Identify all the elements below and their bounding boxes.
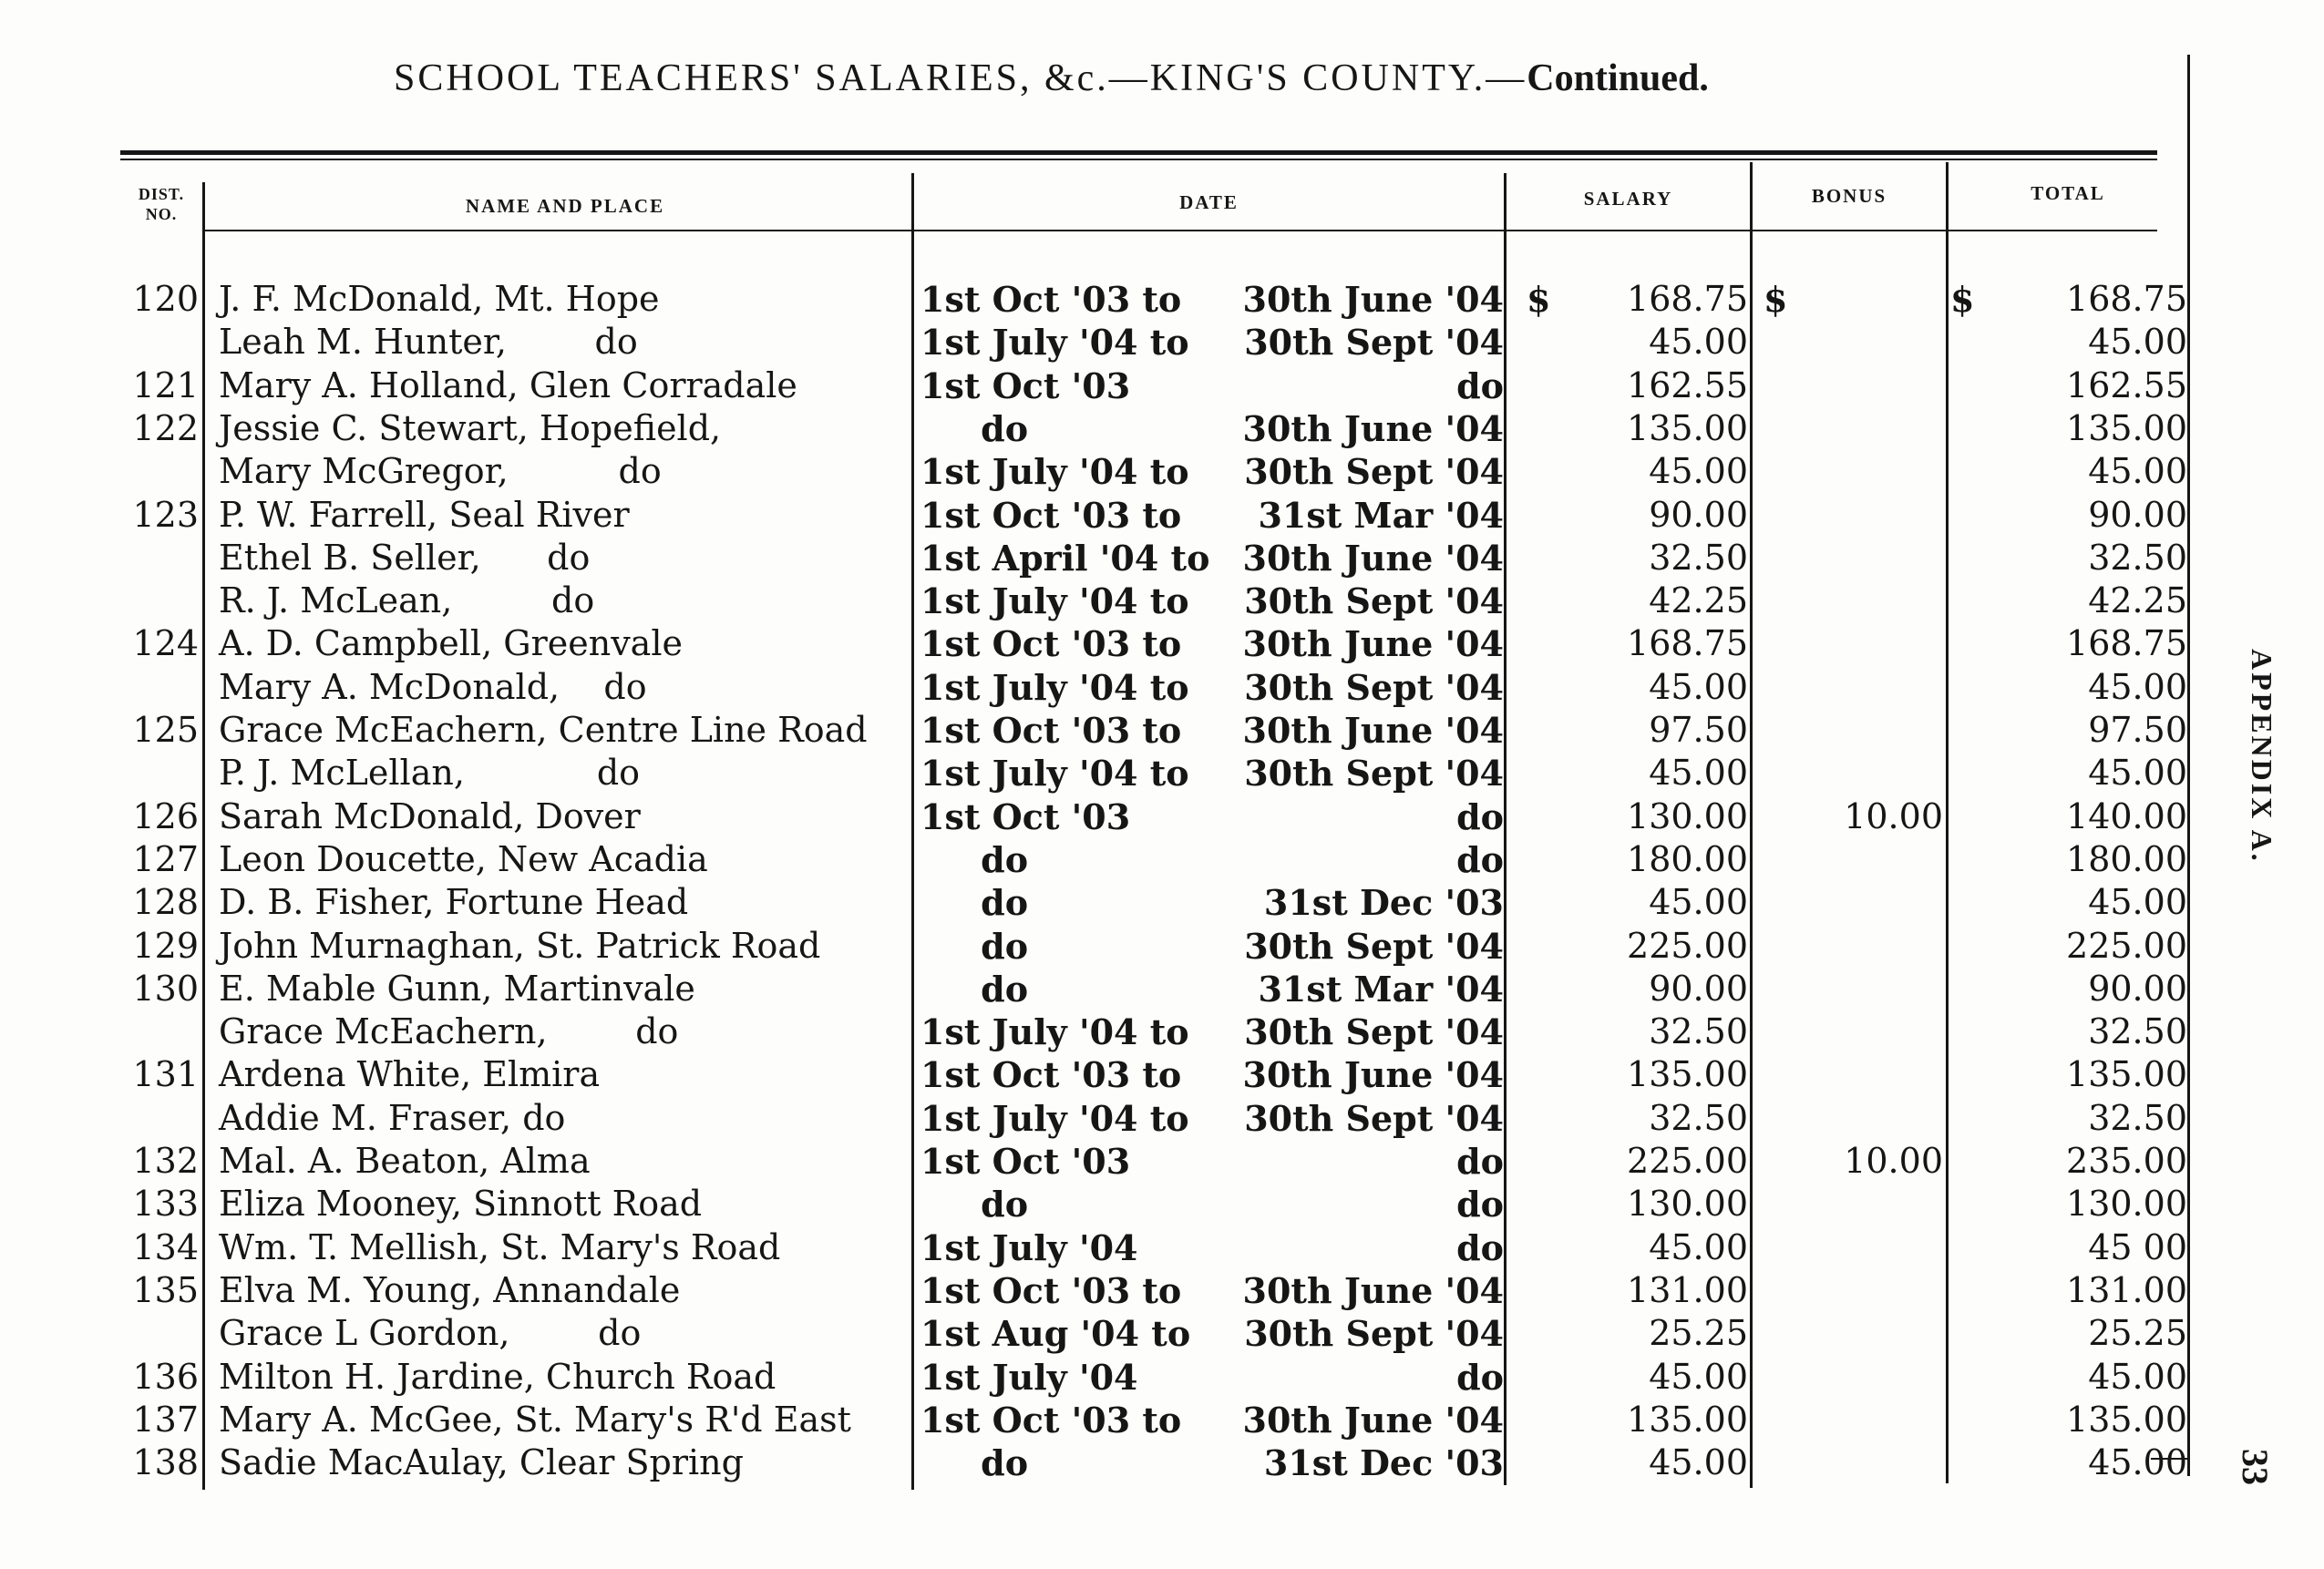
salary-value: 168.75 bbox=[1627, 623, 1748, 664]
date-from: 1st July '04 bbox=[920, 1356, 1138, 1398]
dist-number: 125 bbox=[132, 710, 199, 750]
dist-number: 134 bbox=[132, 1226, 199, 1267]
salary-value: 168.75 bbox=[1627, 279, 1748, 319]
total-value: 235.00 bbox=[2066, 1141, 2187, 1181]
date-to: 30th Sept '04 bbox=[1244, 580, 1504, 622]
date-from: 1st Oct '03 to bbox=[920, 279, 1182, 320]
teacher-name-place: Eliza Mooney, Sinnott Road bbox=[219, 1184, 703, 1225]
salary-value: 97.50 bbox=[1649, 710, 1748, 750]
salary-value: 135.00 bbox=[1627, 1054, 1748, 1095]
total-value: 135.00 bbox=[2066, 407, 2187, 448]
table-row bbox=[0, 1010, 2324, 1053]
date-to: 31st Dec '03 bbox=[1263, 1442, 1504, 1484]
table-row bbox=[0, 622, 2324, 665]
date-to: 31st Mar '04 bbox=[1258, 494, 1504, 536]
dist-number: 138 bbox=[132, 1442, 199, 1483]
date-from: 1st Oct '03 to bbox=[920, 494, 1182, 536]
date-from: 1st April '04 to bbox=[920, 537, 1210, 579]
dist-number: 132 bbox=[132, 1141, 199, 1181]
appendix-side-label bbox=[2235, 649, 2289, 886]
table-row bbox=[0, 881, 2324, 924]
salary-value: 45.00 bbox=[1649, 1356, 1748, 1397]
date-to: 30th Sept '04 bbox=[1244, 1011, 1504, 1053]
date-from: 1st July '04 to bbox=[920, 1097, 1189, 1139]
table-row bbox=[0, 579, 2324, 622]
table-row bbox=[0, 1183, 2324, 1225]
dist-number: 127 bbox=[132, 838, 199, 879]
table-row bbox=[0, 1269, 2324, 1312]
date-to: 30th June '04 bbox=[1242, 1054, 1504, 1096]
date-from: 1st July '04 to bbox=[920, 666, 1189, 708]
table-row bbox=[0, 364, 2324, 407]
teacher-name-place: P. W. Farrell, Seal River bbox=[219, 494, 630, 535]
salary-value: 90.00 bbox=[1649, 968, 1748, 1009]
date-from: 1st Aug '04 to bbox=[920, 1313, 1191, 1355]
teacher-name-place: Wm. T. Mellish, St. Mary's Road bbox=[219, 1226, 781, 1267]
table-row bbox=[0, 795, 2324, 838]
dist-number: 133 bbox=[132, 1184, 199, 1225]
total-value: 90.00 bbox=[2088, 968, 2187, 1009]
total-value: 32.50 bbox=[2088, 537, 2187, 578]
table-row bbox=[0, 838, 2324, 881]
total-value: 45.00 bbox=[2088, 322, 2187, 363]
table-row bbox=[0, 407, 2324, 450]
teacher-name-place: Mal. A. Beaton, Alma bbox=[219, 1141, 591, 1181]
total-value: 42.25 bbox=[2088, 580, 2187, 621]
total-value: 32.50 bbox=[2088, 1011, 2187, 1052]
date-to: 30th June '04 bbox=[1242, 1399, 1504, 1441]
salary-value: 45.00 bbox=[1649, 1226, 1748, 1267]
salary-value: 32.50 bbox=[1649, 1097, 1748, 1138]
date-to: 30th June '04 bbox=[1242, 537, 1504, 579]
date-to: 31st Dec '03 bbox=[1263, 882, 1504, 924]
date-to: 30th Sept '04 bbox=[1244, 753, 1504, 795]
header-name-place: NAME AND PLACE bbox=[465, 195, 665, 217]
date-from: do bbox=[920, 1184, 1029, 1225]
dist-number: 121 bbox=[132, 364, 199, 405]
table-row bbox=[0, 1441, 2324, 1484]
dist-number: 126 bbox=[132, 795, 199, 836]
table-row bbox=[0, 752, 2324, 795]
teacher-name-place: Grace L Gordon, do bbox=[219, 1313, 642, 1354]
header-dist-no bbox=[120, 184, 202, 224]
salary-value: 180.00 bbox=[1627, 838, 1748, 879]
table-row bbox=[0, 1312, 2324, 1355]
total-value: 45.00 bbox=[2088, 1356, 2187, 1397]
total-value: 45.00 bbox=[2088, 753, 2187, 794]
salary-value: 45.00 bbox=[1649, 666, 1748, 707]
total-value: 225.00 bbox=[2066, 925, 2187, 966]
bonus-value: 10.00 bbox=[1844, 1141, 1943, 1181]
table-row bbox=[0, 709, 2324, 752]
date-from: do bbox=[920, 925, 1029, 967]
date-from: 1st Oct '03 bbox=[920, 364, 1131, 406]
date-from: 1st Oct '03 to bbox=[920, 1269, 1182, 1311]
teacher-name-place: Milton H. Jardine, Church Road bbox=[219, 1356, 776, 1397]
table-row bbox=[0, 1226, 2324, 1269]
top-rule-thin bbox=[120, 159, 2157, 160]
total-value: 32.50 bbox=[2088, 1097, 2187, 1138]
salary-value: 130.00 bbox=[1627, 1184, 1748, 1225]
table-row bbox=[0, 925, 2324, 968]
date-from: do bbox=[920, 838, 1029, 880]
table-row bbox=[0, 1399, 2324, 1441]
teacher-name-place: Leah M. Hunter, do bbox=[219, 322, 638, 363]
table-row bbox=[0, 1140, 2324, 1183]
salary-value: 135.00 bbox=[1627, 1399, 1748, 1440]
table-row bbox=[0, 537, 2324, 579]
dist-number: 129 bbox=[132, 925, 199, 966]
salary-value: 45.00 bbox=[1649, 322, 1748, 363]
date-to: do bbox=[1456, 1356, 1504, 1398]
teacher-name-place: Ardena White, Elmira bbox=[219, 1054, 601, 1095]
table-row bbox=[0, 494, 2324, 537]
teacher-name-place: Leon Doucette, New Acadia bbox=[219, 838, 708, 879]
appendix-label-text: APPENDIX A. bbox=[2246, 649, 2278, 864]
date-to: do bbox=[1456, 795, 1504, 837]
date-from: 1st Oct '03 to bbox=[920, 1054, 1182, 1096]
teacher-name-place: Mary A. McGee, St. Mary's R'd East bbox=[219, 1399, 851, 1440]
dist-number: 123 bbox=[132, 494, 199, 535]
teacher-name-place: Sarah McDonald, Dover bbox=[219, 795, 641, 836]
total-value: 45.00 bbox=[2088, 882, 2187, 923]
salary-value: 32.50 bbox=[1649, 537, 1748, 578]
dist-number: 120 bbox=[132, 279, 199, 319]
total-value: 45.00 bbox=[2088, 1442, 2187, 1483]
page-title bbox=[394, 56, 1709, 100]
teacher-name-place: R. J. McLean, do bbox=[219, 580, 595, 621]
teacher-name-place: Sadie MacAulay, Clear Spring bbox=[219, 1442, 744, 1483]
total-value: 45 00 bbox=[2088, 1226, 2187, 1267]
total-value: 45.00 bbox=[2088, 666, 2187, 707]
date-to: do bbox=[1456, 1184, 1504, 1225]
dist-number: 136 bbox=[132, 1356, 199, 1397]
dist-number: 131 bbox=[132, 1054, 199, 1095]
date-to: 31st Mar '04 bbox=[1258, 968, 1504, 1010]
dist-number: 135 bbox=[132, 1269, 199, 1310]
table-row bbox=[0, 968, 2324, 1010]
date-to: 30th June '04 bbox=[1242, 623, 1504, 665]
total-value: 168.75 bbox=[2066, 279, 2187, 319]
total-value: 168.75 bbox=[2066, 623, 2187, 664]
salary-value: 45.00 bbox=[1649, 753, 1748, 794]
table-row bbox=[0, 1356, 2324, 1399]
table-row bbox=[0, 450, 2324, 493]
total-dollar-sign: $ bbox=[1950, 279, 1975, 320]
teacher-name-place: Addie M. Fraser, do bbox=[219, 1097, 566, 1138]
date-from: 1st July '04 to bbox=[920, 753, 1189, 795]
teacher-name-place: Ethel B. Seller, do bbox=[219, 537, 591, 578]
bonus-dollar-sign: $ bbox=[1764, 279, 1788, 320]
date-from: 1st Oct '03 bbox=[920, 795, 1131, 837]
dist-number: 122 bbox=[132, 407, 199, 448]
date-to: 30th Sept '04 bbox=[1244, 322, 1504, 364]
teacher-name-place: Mary A. McDonald, do bbox=[219, 666, 647, 707]
total-value: 130.00 bbox=[2066, 1184, 2187, 1225]
date-to: 30th June '04 bbox=[1242, 1269, 1504, 1311]
date-to: 30th Sept '04 bbox=[1244, 451, 1504, 493]
salary-value: 131.00 bbox=[1627, 1269, 1748, 1310]
salary-value: 90.00 bbox=[1649, 494, 1748, 535]
total-value: 140.00 bbox=[2066, 795, 2187, 836]
date-to: 30th Sept '04 bbox=[1244, 666, 1504, 708]
salary-value: 25.25 bbox=[1649, 1313, 1748, 1354]
total-value: 180.00 bbox=[2066, 838, 2187, 879]
date-to: 30th Sept '04 bbox=[1244, 925, 1504, 967]
total-value: 45.00 bbox=[2088, 451, 2187, 492]
date-to: 30th June '04 bbox=[1242, 279, 1504, 320]
date-to: do bbox=[1456, 838, 1504, 880]
salary-value: 45.00 bbox=[1649, 451, 1748, 492]
date-to: 30th June '04 bbox=[1242, 407, 1504, 449]
dist-number: 130 bbox=[132, 968, 199, 1009]
table-row bbox=[0, 1053, 2324, 1096]
date-from: do bbox=[920, 1442, 1029, 1484]
salary-value: 135.00 bbox=[1627, 407, 1748, 448]
date-from: 1st July '04 to bbox=[920, 451, 1189, 493]
header-bottom-rule bbox=[202, 230, 2157, 231]
teacher-name-place: Grace McEachern, Centre Line Road bbox=[219, 710, 868, 750]
header-total: TOTAL bbox=[2031, 182, 2105, 204]
salary-value: 32.50 bbox=[1649, 1011, 1748, 1052]
teacher-name-place: A. D. Campbell, Greenvale bbox=[219, 623, 683, 664]
salary-value: 45.00 bbox=[1649, 882, 1748, 923]
date-from: 1st Oct '03 to bbox=[920, 623, 1182, 665]
salary-value: 225.00 bbox=[1627, 1141, 1748, 1181]
date-to: do bbox=[1456, 1226, 1504, 1268]
table-row bbox=[0, 278, 2324, 321]
date-from: 1st July '04 to bbox=[920, 580, 1189, 622]
date-from: do bbox=[920, 882, 1029, 924]
salary-value: 162.55 bbox=[1627, 364, 1748, 405]
date-from: 1st Oct '03 bbox=[920, 1141, 1131, 1182]
teacher-name-place: Elva M. Young, Annandale bbox=[219, 1269, 681, 1310]
date-to: 30th Sept '04 bbox=[1244, 1097, 1504, 1139]
date-to: 30th June '04 bbox=[1242, 710, 1504, 751]
date-from: do bbox=[920, 968, 1029, 1010]
date-to: do bbox=[1456, 1141, 1504, 1182]
total-value: 97.50 bbox=[2088, 710, 2187, 750]
date-from: 1st July '04 to bbox=[920, 322, 1189, 364]
teacher-name-place: John Murnaghan, St. Patrick Road bbox=[219, 925, 821, 966]
date-to: do bbox=[1456, 364, 1504, 406]
table-row bbox=[0, 1097, 2324, 1140]
header-dist-line1: DIST. bbox=[138, 185, 185, 203]
teacher-name-place: E. Mable Gunn, Martinvale bbox=[219, 968, 695, 1009]
top-double-rule bbox=[120, 150, 2157, 155]
page-title-main: SCHOOL TEACHERS' SALARIES, &c.—KING'S COUNTY.— bbox=[394, 57, 1527, 99]
date-from: 1st July '04 to bbox=[920, 1011, 1189, 1053]
salary-value: 45.00 bbox=[1649, 1442, 1748, 1483]
bonus-value: 10.00 bbox=[1844, 795, 1943, 836]
teacher-name-place: D. B. Fisher, Fortune Head bbox=[219, 882, 689, 923]
total-value: 25.25 bbox=[2088, 1313, 2187, 1354]
teacher-name-place: Grace McEachern, do bbox=[219, 1011, 679, 1052]
dist-number: 137 bbox=[132, 1399, 199, 1440]
dist-number: 128 bbox=[132, 882, 199, 923]
total-value: 135.00 bbox=[2066, 1399, 2187, 1440]
header-bonus: BONUS bbox=[1811, 185, 1887, 207]
header-dist-line2: NO. bbox=[145, 205, 178, 223]
teacher-name-place: Jessie C. Stewart, Hopefield, bbox=[219, 407, 722, 448]
header-salary: SALARY bbox=[1583, 188, 1673, 210]
teacher-name-place: Mary A. Holland, Glen Corradale bbox=[219, 364, 797, 405]
date-from: 1st July '04 bbox=[920, 1226, 1138, 1268]
teacher-name-place: J. F. McDonald, Mt. Hope bbox=[219, 279, 660, 319]
date-from: do bbox=[920, 407, 1029, 449]
salary-value: 42.25 bbox=[1649, 580, 1748, 621]
header-date: DATE bbox=[1179, 191, 1239, 213]
date-to: 30th Sept '04 bbox=[1244, 1313, 1504, 1355]
teacher-name-place: P. J. McLellan, do bbox=[219, 753, 641, 794]
dist-number: 124 bbox=[132, 623, 199, 664]
table-row bbox=[0, 321, 2324, 364]
total-value: 162.55 bbox=[2066, 364, 2187, 405]
date-from: 1st Oct '03 to bbox=[920, 710, 1182, 751]
table-row bbox=[0, 666, 2324, 709]
total-value: 135.00 bbox=[2066, 1054, 2187, 1095]
total-value: 131.00 bbox=[2066, 1269, 2187, 1310]
salary-value: 225.00 bbox=[1627, 925, 1748, 966]
salary-dollar-sign: $ bbox=[1527, 279, 1551, 320]
page-title-continued: Continued. bbox=[1527, 57, 1709, 99]
total-value: 90.00 bbox=[2088, 494, 2187, 535]
teacher-name-place: Mary McGregor, do bbox=[219, 451, 662, 492]
date-from: 1st Oct '03 to bbox=[920, 1399, 1182, 1441]
page-number-text: 33 bbox=[2235, 1449, 2276, 1485]
salary-value: 130.00 bbox=[1627, 795, 1748, 836]
